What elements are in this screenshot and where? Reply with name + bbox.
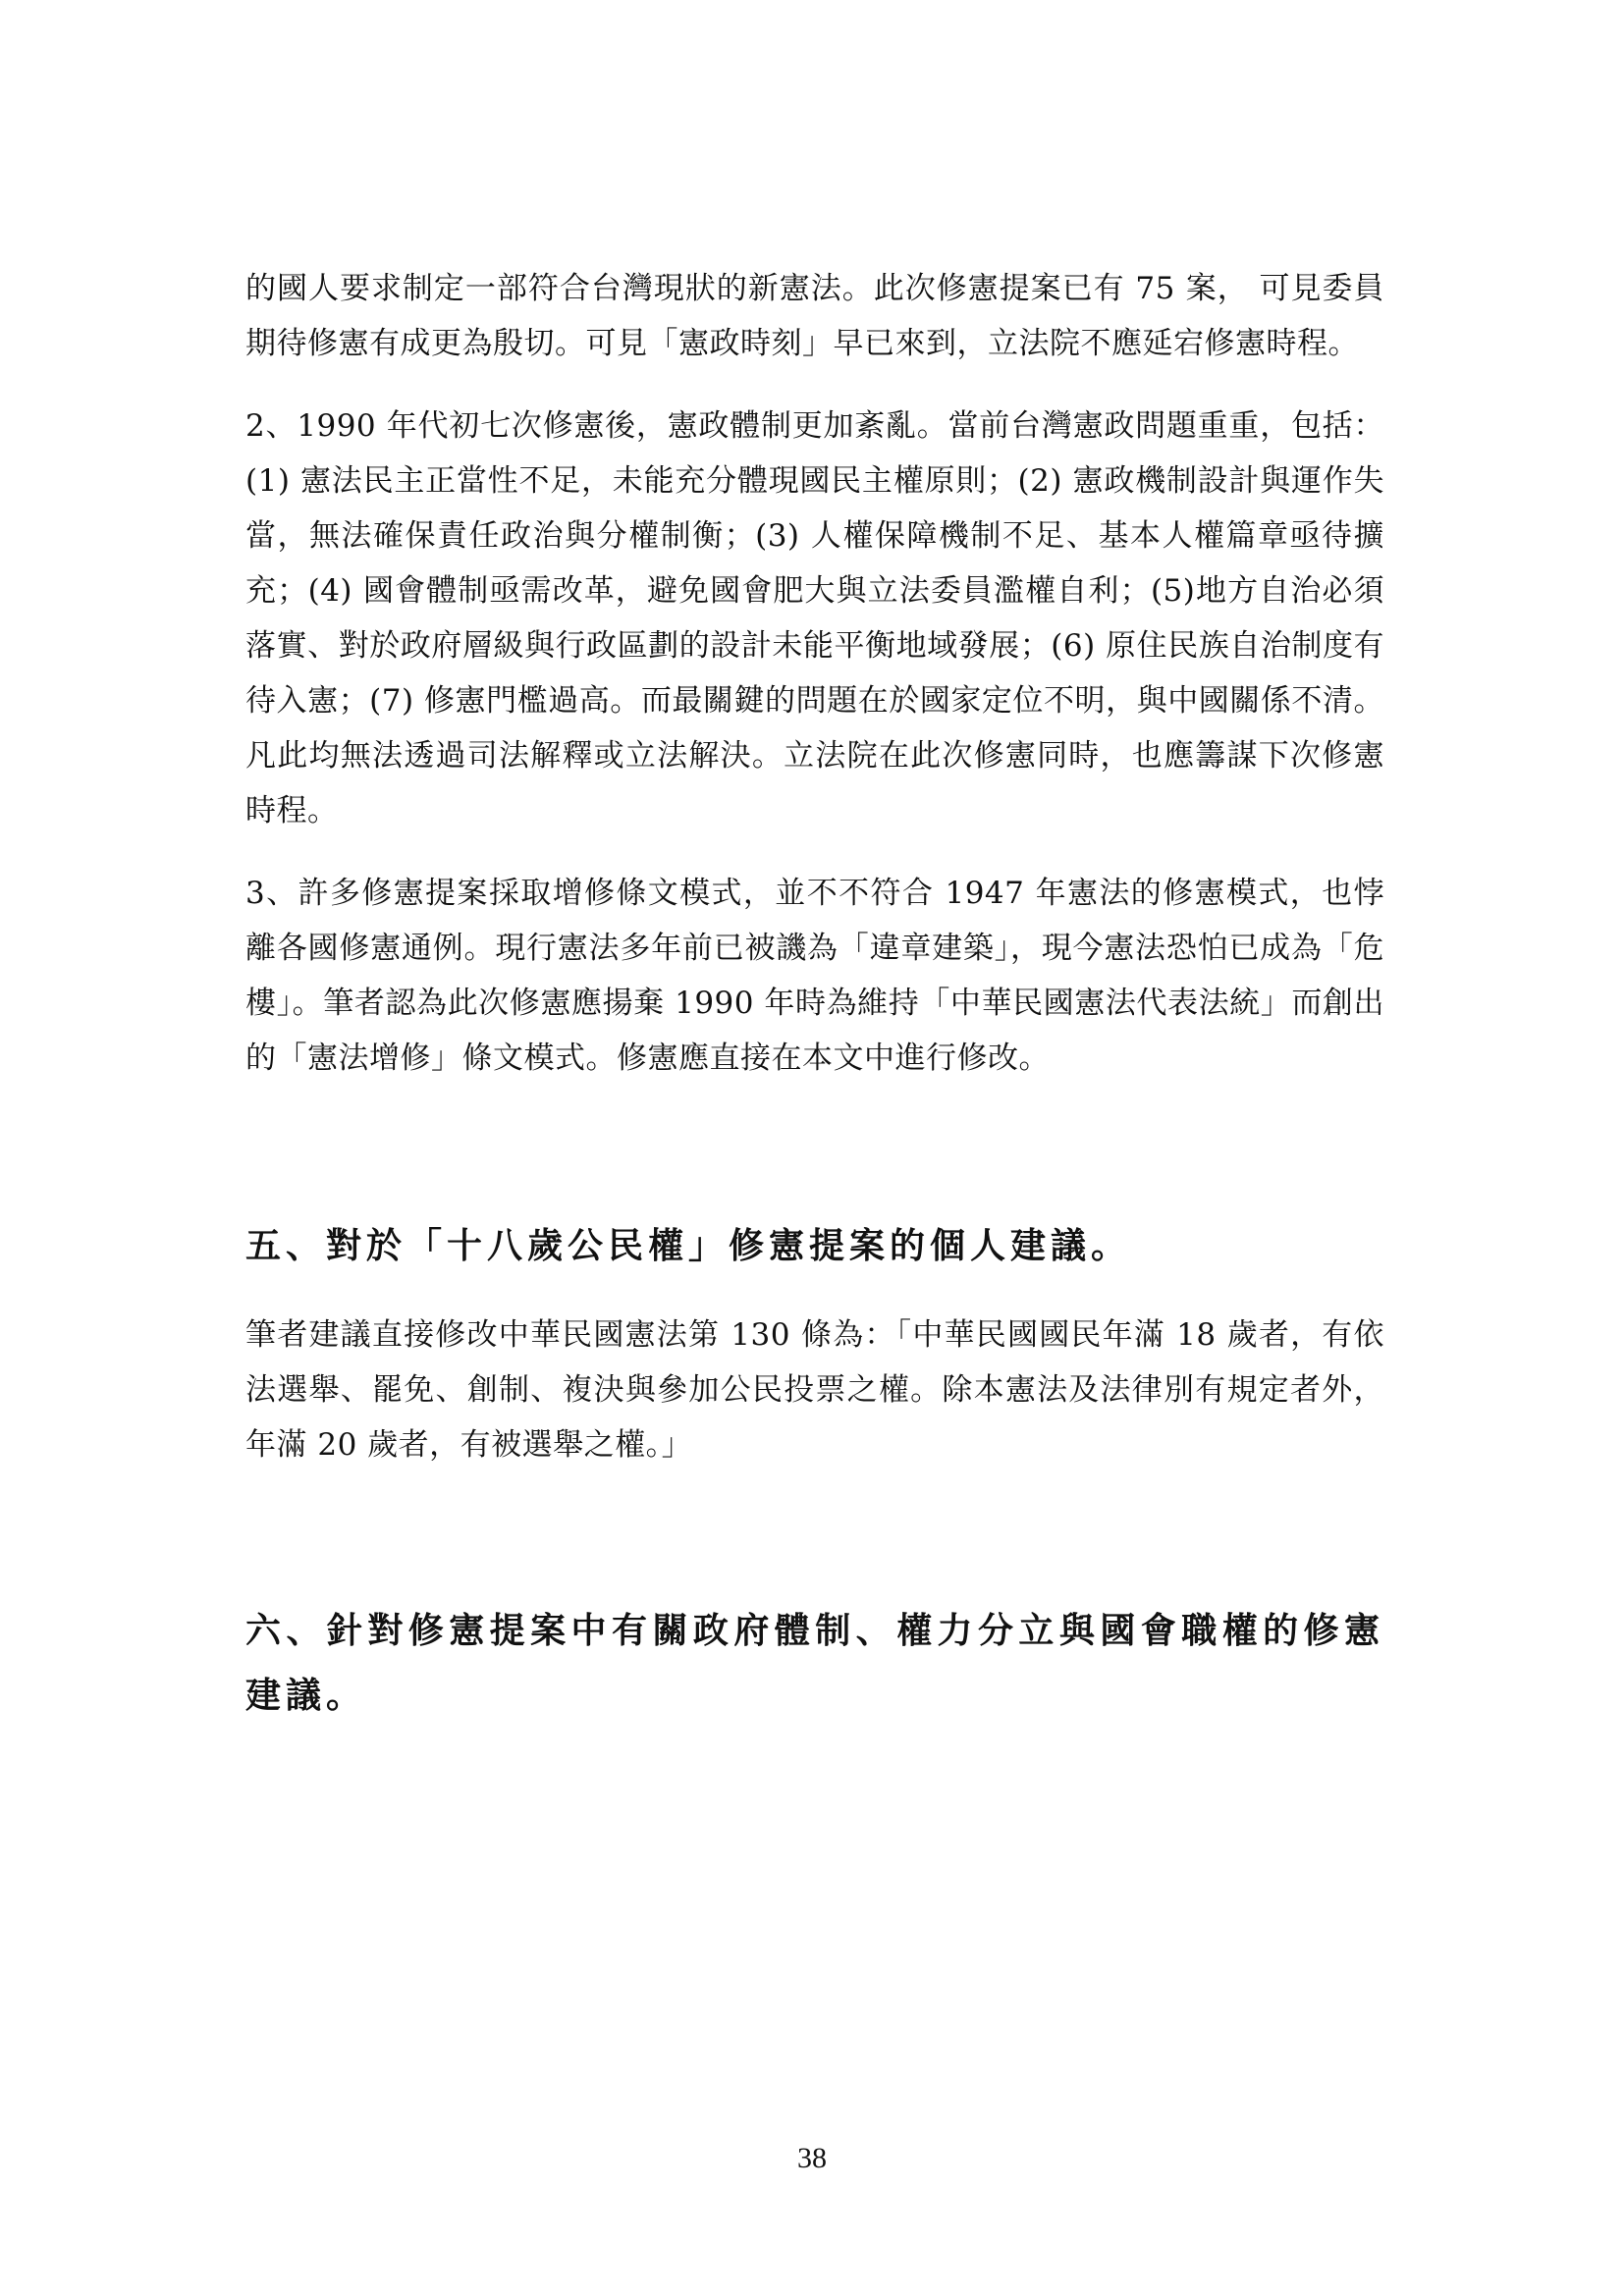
- paragraph-item-2: 2、1990 年代初七次修憲後，憲政體制更加紊亂。當前台灣憲政問題重重，包括：(1) 憲法民主正當性不足，未能充分體現國民主權原則；(2) 憲政機制設計與運作失當，無法確保責任政治與分權制衡；(3) 人權保障機制不足、基本人權篇章亟待擴充；(4) 國會體制亟需改革，避免國會肥大與立法委員濫權自利；(5)地方自治必須落實、對於政府層級與行政區劃的設計未能平衡地域發展；(6) 原住民族自治制度有待入憲；(7) 修憲門檻過高。而最關鍵的問題在於國家定位不明，與中國關係不清。凡此均無法透過司法解釋或立法解決。立法院在此次修憲同時，也應籌謀下次修憲時程。: [245, 408, 1384, 828]
- paragraph-section-5: 筆者建議直接修改中華民國憲法第 130 條為：「中華民國國民年滿 18 歲者，有依法選舉、罷免、創制、複決與參加公民投票之權。除本憲法及法律別有規定者外，年滿 20 歲者，有被選舉之權。」: [245, 1317, 1384, 1463]
- page-body: [245, 261, 1384, 1728]
- page-number: 38: [797, 2142, 827, 2174]
- paragraph-item-3: 3、許多修憲提案採取增修條文模式，並不不符合 1947 年憲法的修憲模式，也悖離各國修憲通例。現行憲法多年前已被譏為「違章建築」，現今憲法恐怕已成為「危樓」。筆者認為此次修憲應揚棄 1990 年時為維持「中華民國憲法代表法統」而創出的「憲法增修」條文模式。修憲應直接在本文中進行修改。: [245, 876, 1384, 1076]
- paragraph-continuation: 的國人要求制定一部符合台灣現狀的新憲法。此次修憲提案已有 75 案， 可見委員期待修憲有成更為殷切。可見「憲政時刻」早已來到，立法院不應延宕修憲時程。: [245, 271, 1384, 361]
- section-heading-6: 六、針對修憲提案中有關政府體制、權力分立與國會職權的修憲建議。: [245, 1610, 1384, 1716]
- section-heading-5: 五、對於「十八歲公民權」修憲提案的個人建議。: [245, 1225, 1132, 1266]
